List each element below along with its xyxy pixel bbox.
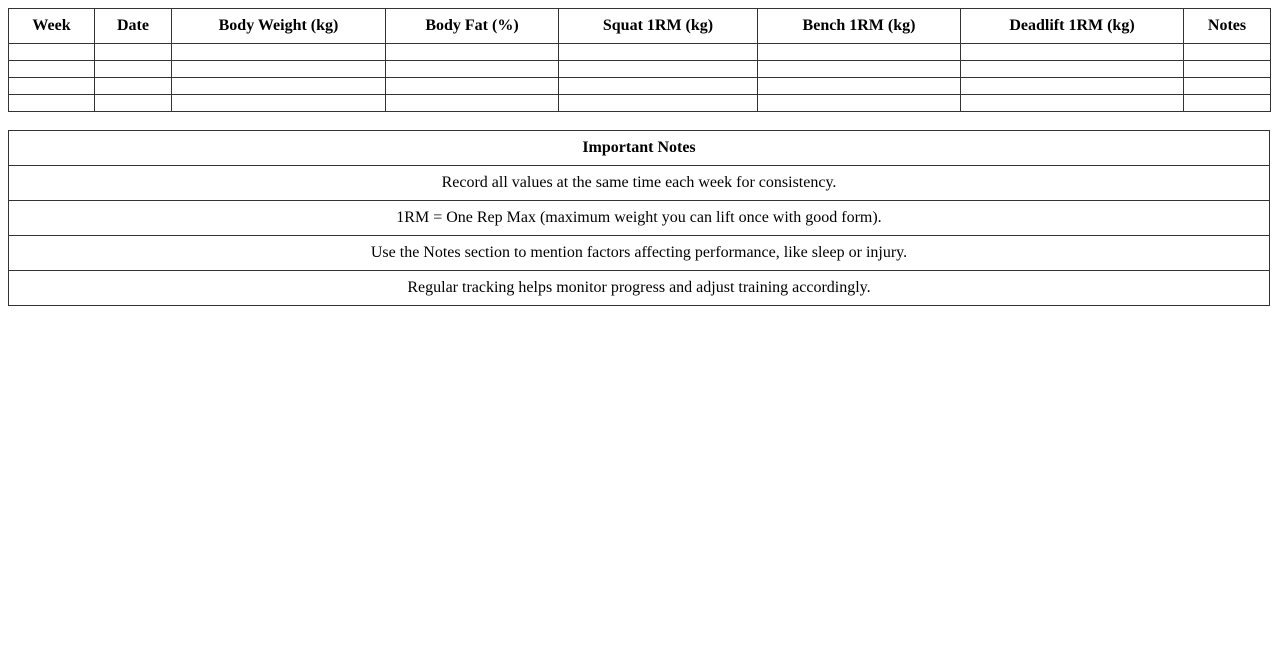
cell-body-weight[interactable]	[172, 95, 386, 112]
column-header-week: Week	[9, 9, 95, 44]
column-header-body-weight: Body Weight (kg)	[172, 9, 386, 44]
cell-notes[interactable]	[1184, 78, 1271, 95]
column-header-body-fat: Body Fat (%)	[386, 9, 559, 44]
cell-date[interactable]	[95, 78, 172, 95]
note-item: Regular tracking helps monitor progress and adjust training accordingly.	[9, 271, 1270, 306]
cell-deadlift-1rm[interactable]	[961, 78, 1184, 95]
note-row	[9, 236, 1270, 271]
cell-week[interactable]	[9, 61, 95, 78]
cell-squat-1rm[interactable]	[559, 44, 758, 61]
page	[0, 0, 1278, 306]
cell-date[interactable]	[95, 44, 172, 61]
table-row	[9, 78, 1271, 95]
cell-date[interactable]	[95, 95, 172, 112]
table-header-row	[9, 9, 1271, 44]
cell-body-fat[interactable]	[386, 95, 559, 112]
cell-body-weight[interactable]	[172, 61, 386, 78]
table-row	[9, 44, 1271, 61]
cell-squat-1rm[interactable]	[559, 78, 758, 95]
note-item: Use the Notes section to mention factors affecting performance, like sleep or injury.	[9, 236, 1270, 271]
cell-notes[interactable]	[1184, 61, 1271, 78]
progress-tracker-table	[8, 8, 1271, 112]
cell-body-fat[interactable]	[386, 44, 559, 61]
cell-squat-1rm[interactable]	[559, 95, 758, 112]
table-row	[9, 61, 1271, 78]
cell-bench-1rm[interactable]	[758, 78, 961, 95]
note-row	[9, 271, 1270, 306]
column-header-squat-1rm: Squat 1RM (kg)	[559, 9, 758, 44]
cell-deadlift-1rm[interactable]	[961, 61, 1184, 78]
note-item: Record all values at the same time each week for consistency.	[9, 166, 1270, 201]
cell-week[interactable]	[9, 95, 95, 112]
column-header-deadlift-1rm: Deadlift 1RM (kg)	[961, 9, 1184, 44]
cell-bench-1rm[interactable]	[758, 61, 961, 78]
notes-title: Important Notes	[9, 131, 1270, 166]
cell-body-fat[interactable]	[386, 78, 559, 95]
cell-body-fat[interactable]	[386, 61, 559, 78]
note-row	[9, 166, 1270, 201]
cell-notes[interactable]	[1184, 44, 1271, 61]
cell-date[interactable]	[95, 61, 172, 78]
cell-body-weight[interactable]	[172, 78, 386, 95]
cell-bench-1rm[interactable]	[758, 44, 961, 61]
cell-body-weight[interactable]	[172, 44, 386, 61]
cell-deadlift-1rm[interactable]	[961, 95, 1184, 112]
cell-week[interactable]	[9, 44, 95, 61]
notes-header-row	[9, 131, 1270, 166]
column-header-bench-1rm: Bench 1RM (kg)	[758, 9, 961, 44]
column-header-date: Date	[95, 9, 172, 44]
cell-bench-1rm[interactable]	[758, 95, 961, 112]
note-row	[9, 201, 1270, 236]
cell-notes[interactable]	[1184, 95, 1271, 112]
cell-squat-1rm[interactable]	[559, 61, 758, 78]
cell-deadlift-1rm[interactable]	[961, 44, 1184, 61]
important-notes-table	[8, 130, 1270, 306]
cell-week[interactable]	[9, 78, 95, 95]
table-body	[9, 44, 1271, 112]
column-header-notes: Notes	[1184, 9, 1271, 44]
note-item: 1RM = One Rep Max (maximum weight you can lift once with good form).	[9, 201, 1270, 236]
table-row	[9, 95, 1271, 112]
